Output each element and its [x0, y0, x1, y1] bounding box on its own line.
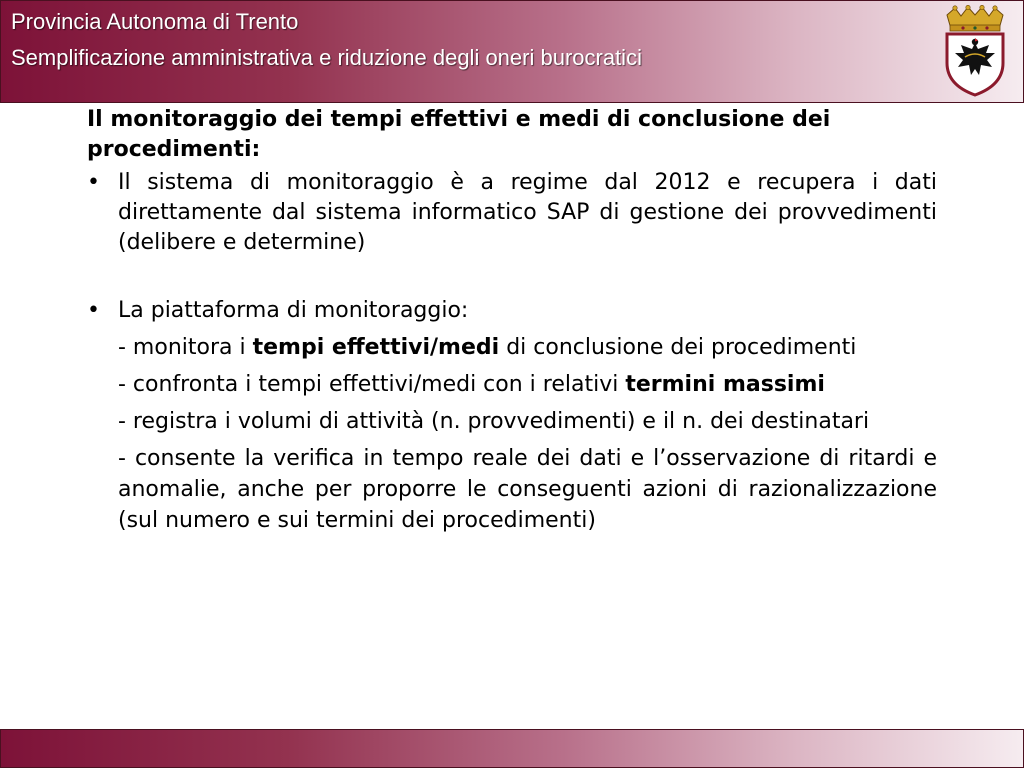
- header-organization: Provincia Autonoma di Trento: [11, 9, 299, 34]
- bullet-marker: •: [87, 298, 100, 323]
- sub-item-monitors: [118, 332, 937, 363]
- sub-text-bold: termini massimi: [625, 372, 825, 397]
- header-banner: [0, 0, 1024, 103]
- sub-text: di conclusione dei procedimenti: [499, 335, 857, 360]
- bullet-marker: •: [87, 170, 100, 195]
- bullet-text: La piattaforma di monitoraggio:: [118, 298, 469, 323]
- footer-banner: [0, 729, 1024, 768]
- bullet-monitoring-system: [87, 168, 937, 258]
- bullet-platform: [87, 296, 937, 326]
- crest-icon: [941, 5, 1009, 97]
- sub-item-compares: [118, 369, 937, 400]
- sub-text: - confronta i tempi effettivi/medi con i relativi: [118, 372, 626, 397]
- sub-item-records: - registra i volumi di attività (n. provvedimenti) e il n. dei destinatari: [118, 409, 870, 434]
- sub-text: - monitora i: [118, 335, 253, 360]
- slide-title: Il monitoraggio dei tempi effettivi e medi di conclusione dei procedimenti:: [87, 107, 831, 162]
- sub-text-bold: tempi effettivi/medi: [252, 335, 500, 360]
- sub-item-allows: - consente la verifica in tempo reale dei dati e l’osservazione di ritardi e anomalie, anche per proporre le conseguenti azioni di razionalizzazione (sul numero e sui termini dei procedimenti): [118, 446, 937, 533]
- bullet-text: Il sistema di monitoraggio è a regime dal 2012 e recupera i dati direttamente dal sistema informatico SAP di gestione dei provvedimenti (delibere e determine): [118, 170, 937, 255]
- header-subtitle: Semplificazione amministrativa e riduzione degli oneri burocratici: [11, 45, 642, 70]
- slide-content: [87, 105, 937, 536]
